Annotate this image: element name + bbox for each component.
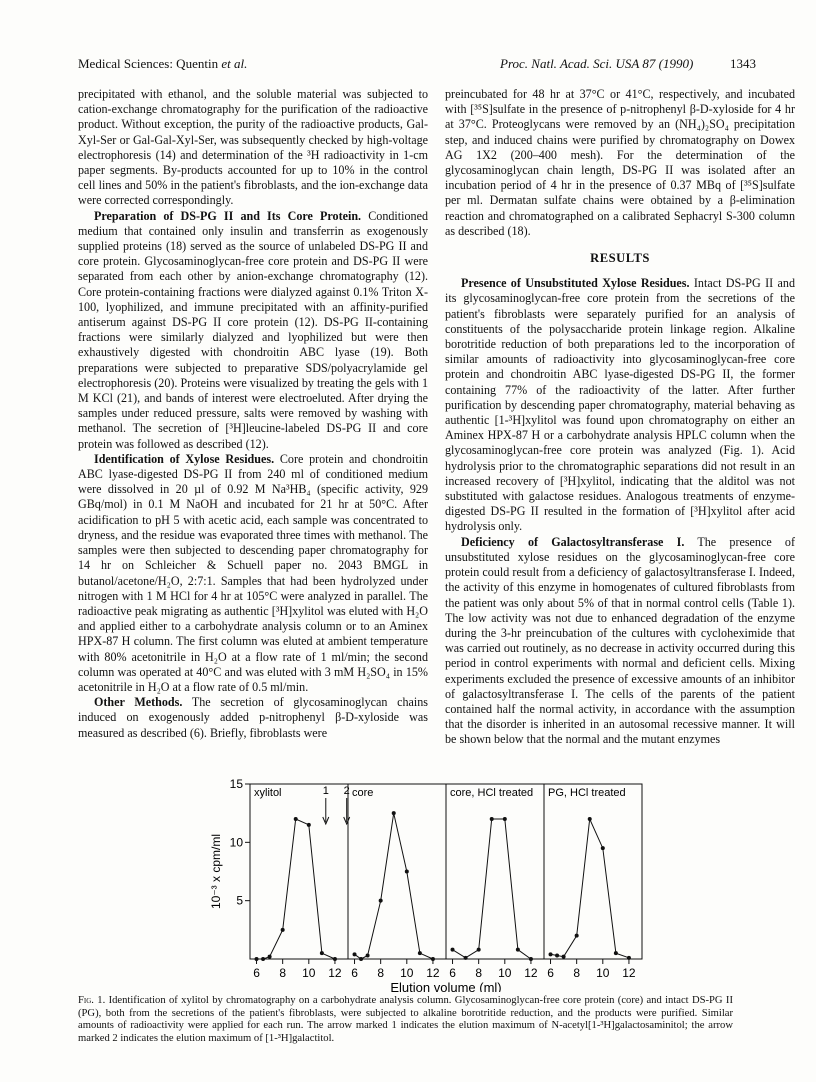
x-tick-label: 8 bbox=[377, 966, 385, 980]
run-in-heading: Other Methods. bbox=[94, 695, 183, 710]
x-tick-label: 8 bbox=[279, 966, 287, 980]
paragraph: Other Methods. The secretion of glycosaminoglycan chains induced on exogenously added p-nitrophenyl β-D-xyloside was measured as described (6). Briefly, fibroblasts were bbox=[78, 695, 428, 740]
x-tick-label: 8 bbox=[475, 966, 483, 980]
journal-citation: Proc. Natl. Acad. Sci. USA 87 (1990) bbox=[500, 56, 694, 71]
left-column bbox=[78, 87, 428, 741]
running-header-left: Medical Sciences: Quentin et al. bbox=[78, 56, 248, 71]
data-point bbox=[320, 951, 324, 955]
data-point bbox=[601, 846, 605, 850]
data-point bbox=[366, 954, 370, 958]
data-point bbox=[281, 928, 285, 932]
x-tick-label: 6 bbox=[449, 966, 456, 980]
data-point bbox=[562, 955, 566, 959]
arrow-label: 1 bbox=[322, 785, 329, 797]
data-point bbox=[451, 948, 455, 952]
panel-frame bbox=[348, 784, 446, 959]
series-line bbox=[551, 819, 629, 958]
panel-label: PG, HCl treated bbox=[548, 787, 626, 799]
x-tick-label: 10 bbox=[400, 966, 414, 980]
data-point bbox=[549, 952, 553, 956]
panel-frame bbox=[544, 784, 642, 959]
y-tick-label: 10 bbox=[229, 835, 243, 850]
data-point bbox=[503, 817, 507, 821]
data-point bbox=[614, 951, 618, 955]
data-point bbox=[477, 948, 481, 952]
y-tick-label: 15 bbox=[229, 777, 243, 791]
data-point bbox=[392, 811, 396, 815]
data-point bbox=[379, 899, 383, 903]
x-tick-label: 10 bbox=[302, 966, 316, 980]
paragraph: preincubated for 48 hr at 37°C or 41°C, respectively, and incubated with [³⁵S]sulfate in the presence of p-nitrophenyl β-D-xyloside for 4 hr at 37°C. Proteoglycans were removed by an (NH₄)₂SO₄ precipitation step, and induced chains were purified by chromatography on Dowex AG 1X2 (200–400 mesh). For the determination of the glycosaminoglycan chain length, DS-PG II was isolated after an incubation period of 4 hr in the presence of 0.37 MBq of [³⁵S]sulfate per ml. Dermatan sulfate chains were obtained by a β-elimination reaction and chromatographed on a calibrated Sephacryl S-300 column as described (18). bbox=[445, 87, 795, 238]
data-point bbox=[261, 957, 265, 961]
panel-frame bbox=[446, 784, 544, 959]
x-tick-label: 12 bbox=[524, 966, 538, 980]
x-tick-label: 6 bbox=[351, 966, 358, 980]
data-point bbox=[464, 956, 468, 960]
run-in-heading: Identification of Xylose Residues. bbox=[94, 451, 275, 466]
data-point bbox=[268, 955, 272, 959]
page-number: 1343 bbox=[730, 56, 756, 71]
x-tick-label: 8 bbox=[573, 966, 581, 980]
paragraph: Deficiency of Galactosyltransferase I. The presence of unsubstituted xylose residues on the glycosaminoglycan-free core protein could result from a deficiency of galactosyltransferase I. Indeed, the activity of this enzyme in homogenates of cultured fibroblasts from the patient was only about 5% of that in normal control cells (Table 1). The low activity was not due to enhanced degradation of the enzyme during the 3-hr preincubation of the cultures with cycloheximide that was carried out routinely, as no decrease in activity occurred during this period in control experiments with normal and deficient cells. Mixing experiments excluded the presence of excessive amounts of an inhibitor of galactosyltransferase I. The cells of the parents of the patient contained half the normal activity, in accordance with the assumption that the disorder is inherited in an autosomal recessive manner. It will be shown below that the normal and the mutant enzymes bbox=[445, 534, 795, 747]
x-tick-label: 12 bbox=[328, 966, 342, 980]
data-point bbox=[431, 957, 435, 961]
figure-caption: Fig. 1. Identification of xylitol by chromatography on a carbohydrate analysis column. Glycosaminoglycan-free core protein (core) and intact DS-PG II (PG), both from the secretions of the patient's fibroblasts, were subjected to alkaline borotritide reduction, and the products were purified. Similar amounts of radioactivity were applied for each run. The arrow marked 1 indicates the elution maximum of N-acetyl[1-³H]galactosaminitol; the arrow marked 2 indicates the elution maximum of [1-³H]galactitol. bbox=[78, 995, 733, 1044]
data-point bbox=[359, 957, 363, 961]
run-in-heading: Deficiency of Galactosyltransferase I. bbox=[461, 534, 685, 549]
data-point bbox=[588, 817, 592, 821]
data-point bbox=[575, 934, 579, 938]
series-line bbox=[453, 819, 531, 959]
running-header-right bbox=[500, 56, 756, 72]
data-point bbox=[490, 817, 494, 821]
x-tick-label: 6 bbox=[547, 966, 554, 980]
paragraph: precipitated with ethanol, and the soluble material was subjected to cation-exchange chromatography for the purification of the radioactive product. Without exception, the purity of the radioactive products, Gal-Xyl-Ser or Gal-Gal-Xyl-Ser, was subsequently checked by high-voltage electrophoresis (14) and determination of the ³H radioactivity in 1-cm paper segments. By-products accounted for up to 10% in the control cell lines and 50% in the patient's fibroblasts, and the ion-exchange data were corrected correspondingly. bbox=[78, 87, 428, 208]
panel-label: core, HCl treated bbox=[450, 787, 534, 799]
arrow-label: 2 bbox=[343, 785, 350, 797]
data-point bbox=[627, 956, 631, 960]
panel-frame bbox=[250, 784, 348, 959]
data-point bbox=[555, 954, 559, 958]
data-point bbox=[353, 952, 357, 956]
run-in-heading: Preparation of DS-PG II and Its Core Protein. bbox=[94, 208, 362, 223]
paragraph: Preparation of DS-PG II and Its Core Protein. Conditioned medium that contained only insulin and transferrin as exogenously supplied proteins (18) served as the source of unlabeled DS-PG II and core protein. Glycosaminoglycan-free core protein and DS-PG II were separated from each other by anion-exchange chromatography (12). Core protein-containing fractions were dialyzed against 0.1% Triton X-100, lyophilized, and immune precipitated with an affinity-purified antiserum against DS-PG II core protein (12). DS-PG II-containing fractions were similarly dialyzed and lyophilized but were then exhaustively digested with chondroitin ABC lyase (19). Both preparations were subjected to preparative SDS/polyacrylamide gel electrophoresis (20). Proteins were visualized by treating the gels with 1 M KCl (21), and bands of interest were electroeluted. After drying the samples under reduced pressure, salts were removed by washing with methanol. The secretion of [³H]leucine-labeled DS-PG II and core protein was followed as described (12). bbox=[78, 208, 428, 451]
x-axis-label: Elution volume (ml) bbox=[390, 980, 502, 992]
section-heading: RESULTS bbox=[590, 251, 650, 266]
y-tick-label: 5 bbox=[236, 893, 243, 908]
x-tick-label: 6 bbox=[253, 966, 260, 980]
x-tick-label: 10 bbox=[498, 966, 512, 980]
series-line bbox=[355, 813, 433, 959]
x-tick-label: 12 bbox=[426, 966, 440, 980]
data-point bbox=[294, 817, 298, 821]
data-point bbox=[418, 951, 422, 955]
data-point bbox=[255, 957, 259, 961]
right-column bbox=[445, 87, 795, 748]
paragraph: Presence of Unsubstituted Xylose Residues. Intact DS-PG II and its glycosaminoglycan-free core protein from the secretions of the patient's fibroblasts were separately purified for an analysis of constituents of the polysaccharide protein linkage region. Alkaline borotritide reduction of both preparations led to the incorporation of similar amounts of radioactivity into glycosaminoglycan-free core protein and chondroitin ABC lyase-digested DS-PG II, the former containing 77% of the radioactivity of the latter. After further purification by descending paper chromatography, material behaving as authentic [1-³H]xylitol was found upon chromatography on either an Aminex HPX-87 H or a carbohydrate analysis HPLC column when the glycosaminoglycan-free core protein was analyzed (Fig. 1). Acid hydrolysis prior to the chromatographic separations did not result in an increased recovery of [³H]xylitol, indicating that the alditol was not substituted with galactose residues. Analogous treatments of enzyme-digested DS-PG II resulted in the formation of [³H]xylitol after acid hydrolysis only. bbox=[445, 276, 795, 534]
data-point bbox=[516, 948, 520, 952]
y-axis-label: 10⁻³ x cpm/ml bbox=[210, 833, 223, 910]
panel-label: core bbox=[352, 787, 374, 799]
x-tick-label: 10 bbox=[596, 966, 610, 980]
run-in-heading: Presence of Unsubstituted Xylose Residues. bbox=[461, 276, 690, 291]
series-line bbox=[257, 819, 335, 959]
data-point bbox=[405, 870, 409, 874]
elution-chart bbox=[210, 772, 670, 992]
data-point bbox=[529, 957, 533, 961]
data-point bbox=[307, 823, 311, 827]
data-point bbox=[333, 957, 337, 961]
paragraph: Identification of Xylose Residues. Core protein and chondroitin ABC lyase-digested DS-PG II from 240 ml of conditioned medium were dissolved in 20 µl of 0.92 M Na³HB₄ (specific activity, 929 GBq/mol) in 0.1 M NaOH and incubated for 21 hr at 50°C. After acidification to pH 5 with acetic acid, each sample was concentrated to dryness, and the residue was evaporated three times with methanol. The samples were then subjected to descending paper chromatography for 14 hr on Schleicher & Schuell paper no. 2043 BMGL in butanol/acetone/H₂O, 2:7:1. Samples that had been hydrolyzed under nitrogen with 1 M HCl for 4 hr at 105°C were analyzed in parallel. The radioactive peak migrating as authentic [³H]xylitol was eluted with H₂O and applied either to a carbohydrate analysis column or to an Aminex HPX-87 H column. The first column was eluted at ambient temperature with 80% acetonitrile in H₂O at a flow rate of 1 ml/min; the second column was operated at 40°C and was eluted with 3 mM H₂SO₄ in 15% acetonitrile in H₂O at a flow rate of 0.5 ml/min. bbox=[78, 451, 428, 694]
panel-label: xylitol bbox=[254, 787, 282, 799]
x-tick-label: 12 bbox=[622, 966, 636, 980]
